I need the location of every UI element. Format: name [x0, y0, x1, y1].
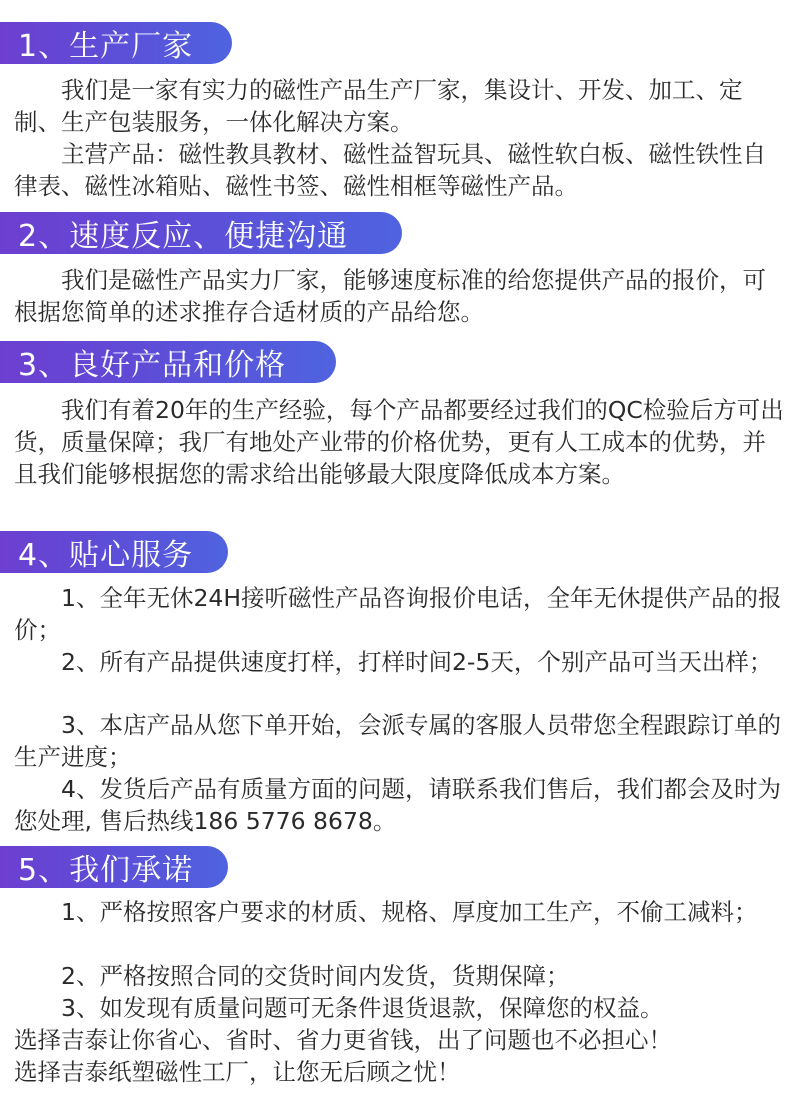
section-2-paragraph-1: 我们是磁性产品实力厂家，能够速度标准的给您提供产品的报价，可根据您简单的述求推存合适材质的产品给您。	[14, 266, 766, 326]
section-1-paragraph-2: 主营产品：磁性教具教材、磁性益智玩具、磁性软白板、磁性铁性自律表、磁性冰箱贴、磁性书签、磁性相框等磁性产品。	[14, 140, 766, 200]
section-4-item-3: 3、本店产品从您下单开始，会派专属的客服人员带您全程跟踪订单的生产进度；	[14, 711, 781, 771]
section-5-closing-1: 选择吉泰让你省心、省时、省力更省钱，出了问题也不必担心！	[14, 1026, 672, 1054]
section-1-paragraph-1: 我们是一家有实力的磁性产品生产厂家，集设计、开发、加工、定制、生产包装服务，一体化解决方案。	[14, 76, 743, 136]
section-3-title: 3、良好产品和价格	[0, 341, 336, 383]
section-1-title: 1、生产厂家	[0, 22, 232, 64]
section-5-item-3: 3、如发现有质量问题可无条件退货退款，保障您的权益。	[14, 994, 664, 1022]
section-5-closing-2: 选择吉泰纸塑磁性工厂，让您无后顾之忧！	[14, 1058, 461, 1086]
section-3-paragraph-1: 我们有着20年的生产经验，每个产品都要经过我们的QC检验后方可出货，质量保障；我厂有地处产业带的价格优势，更有人工成本的优势，并且我们能够根据您的需求给出能够最大限度降低成本方案。	[14, 396, 784, 488]
section-5-item-1: 1、严格按照客户要求的材质、规格、厚度加工生产，不偷工减料；	[14, 898, 758, 926]
section-5-title: 5、我们承诺	[0, 846, 228, 888]
section-4-item-2: 2、所有产品提供速度打样，打样时间2-5天，个别产品可当天出样；	[14, 648, 773, 676]
section-4-item-4: 4、发货后产品有质量方面的问题，请联系我们售后，我们都会及时为您处理, 售后热线186 5776 8678。	[14, 775, 781, 835]
section-4-item-1: 1、全年无休24H接听磁性产品咨询报价电话，全年无休提供产品的报价；	[14, 584, 782, 644]
section-4-title: 4、贴心服务	[0, 531, 228, 573]
section-2-title: 2、速度反应、便捷沟通	[0, 212, 402, 254]
section-5-item-2: 2、严格按照合同的交货时间内发货，货期保障；	[14, 962, 570, 990]
